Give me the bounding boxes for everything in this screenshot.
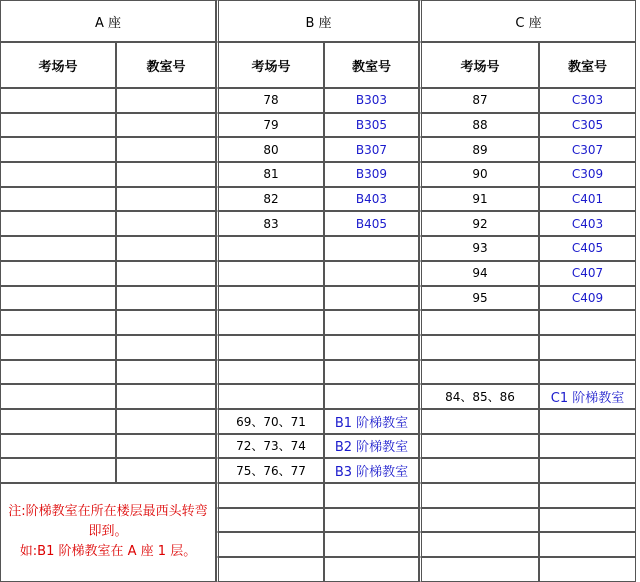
b-exam-cell: [216, 261, 324, 286]
b-exam-cell: 83: [216, 211, 324, 236]
c-room-cell: C303: [539, 88, 636, 113]
c-room-header: 教室号: [539, 42, 636, 88]
block-c-title: C 座: [419, 0, 636, 42]
b-exam-cell: [216, 236, 324, 261]
table-row: [0, 409, 636, 434]
c-room-cell: [539, 508, 636, 533]
b-room-cell: [324, 261, 419, 286]
a-room-cell: [116, 458, 216, 483]
c-exam-cell: [419, 409, 539, 434]
c-room-cell: [539, 409, 636, 434]
b-room-cell: [324, 532, 419, 557]
c-exam-cell: [419, 434, 539, 459]
c-exam-cell: 91: [419, 187, 539, 212]
b-exam-cell: 79: [216, 113, 324, 138]
c-exam-cell: 92: [419, 211, 539, 236]
table-row: [0, 434, 636, 459]
block-a-title: A 座: [0, 0, 216, 42]
b-exam-cell: 80: [216, 137, 324, 162]
b-room-cell: [324, 236, 419, 261]
table-row: [0, 458, 636, 483]
b-room-cell: B403: [324, 187, 419, 212]
b-exam-cell: 72、73、74: [216, 434, 324, 459]
c-room-cell: [539, 458, 636, 483]
a-room-cell: [116, 187, 216, 212]
a-exam-cell: [0, 236, 116, 261]
b-exam-cell: [216, 557, 324, 582]
table-row: [0, 384, 636, 409]
table-row: [0, 286, 636, 311]
a-exam-cell: [0, 409, 116, 434]
b-exam-cell: [216, 310, 324, 335]
a-room-cell: [116, 434, 216, 459]
b-room-cell: [324, 335, 419, 360]
a-room-cell: [116, 162, 216, 187]
a-exam-cell: [0, 286, 116, 311]
note-line-1: 注:阶梯教室在所在楼层最西头转弯即到。: [8, 504, 208, 540]
b-room-cell: B303: [324, 88, 419, 113]
note-line-2: 如:B1 阶梯教室在 A 座 1 层。: [19, 544, 197, 560]
c-room-cell: C1 阶梯教室: [539, 384, 636, 409]
b-room-cell: B2 阶梯教室: [324, 434, 419, 459]
a-exam-cell: [0, 384, 116, 409]
c-room-cell: C409: [539, 286, 636, 311]
b-room-cell: [324, 557, 419, 582]
b-room-cell: B1 阶梯教室: [324, 409, 419, 434]
c-room-cell: C307: [539, 137, 636, 162]
c-exam-cell: [419, 508, 539, 533]
c-room-cell: [539, 434, 636, 459]
table-row: [0, 211, 636, 236]
c-exam-cell: [419, 335, 539, 360]
b-exam-cell: 81: [216, 162, 324, 187]
a-room-cell: [116, 113, 216, 138]
a-exam-cell: [0, 88, 116, 113]
c-room-cell: [539, 483, 636, 508]
b-exam-cell: [216, 384, 324, 409]
a-exam-cell: [0, 211, 116, 236]
a-exam-cell: [0, 187, 116, 212]
b-exam-cell: [216, 360, 324, 385]
c-exam-cell: 84、85、86: [419, 384, 539, 409]
a-room-cell: [116, 360, 216, 385]
a-room-cell: [116, 88, 216, 113]
a-room-header: 教室号: [116, 42, 216, 88]
a-exam-cell: [0, 335, 116, 360]
column-header-row: [0, 42, 636, 88]
c-room-cell: [539, 310, 636, 335]
c-exam-cell: 88: [419, 113, 539, 138]
b-room-cell: B309: [324, 162, 419, 187]
b-room-cell: [324, 483, 419, 508]
b-room-cell: B405: [324, 211, 419, 236]
a-room-cell: [116, 335, 216, 360]
a-exam-cell: [0, 310, 116, 335]
b-room-cell: B305: [324, 113, 419, 138]
a-exam-cell: [0, 434, 116, 459]
a-exam-cell: [0, 113, 116, 138]
a-exam-cell: [0, 360, 116, 385]
c-exam-cell: 93: [419, 236, 539, 261]
b-exam-cell: 75、76、77: [216, 458, 324, 483]
table-row: [0, 236, 636, 261]
table-row: [0, 113, 636, 138]
b-exam-cell: [216, 508, 324, 533]
a-room-cell: [116, 211, 216, 236]
a-exam-cell: [0, 261, 116, 286]
b-exam-cell: 82: [216, 187, 324, 212]
a-exam-header: 考场号: [0, 42, 116, 88]
a-room-cell: [116, 236, 216, 261]
c-room-cell: C403: [539, 211, 636, 236]
table-row: [0, 88, 636, 113]
a-exam-cell: [0, 458, 116, 483]
c-exam-cell: [419, 557, 539, 582]
table-row: [0, 187, 636, 212]
b-room-cell: [324, 360, 419, 385]
table-row: [0, 335, 636, 360]
c-room-cell: C305: [539, 113, 636, 138]
a-room-cell: [116, 261, 216, 286]
c-exam-cell: 94: [419, 261, 539, 286]
c-exam-cell: [419, 458, 539, 483]
table-row: [0, 162, 636, 187]
c-room-cell: [539, 532, 636, 557]
c-exam-cell: 90: [419, 162, 539, 187]
b-exam-cell: 78: [216, 88, 324, 113]
c-exam-cell: 95: [419, 286, 539, 311]
b-exam-cell: 69、70、71: [216, 409, 324, 434]
table-row: [0, 360, 636, 385]
c-exam-cell: [419, 483, 539, 508]
a-room-cell: [116, 384, 216, 409]
b-room-header: 教室号: [324, 42, 419, 88]
b-exam-header: 考场号: [216, 42, 324, 88]
c-exam-cell: 89: [419, 137, 539, 162]
c-exam-cell: [419, 310, 539, 335]
b-room-cell: [324, 310, 419, 335]
b-room-cell: [324, 384, 419, 409]
c-room-cell: [539, 360, 636, 385]
a-exam-cell: [0, 162, 116, 187]
c-exam-cell: 87: [419, 88, 539, 113]
b-room-cell: B3 阶梯教室: [324, 458, 419, 483]
a-room-cell: [116, 286, 216, 311]
c-room-cell: C405: [539, 236, 636, 261]
b-exam-cell: [216, 286, 324, 311]
c-room-cell: [539, 335, 636, 360]
b-room-cell: [324, 508, 419, 533]
table-row: [0, 310, 636, 335]
b-exam-cell: [216, 335, 324, 360]
block-b-title: B 座: [216, 0, 419, 42]
table-row: [0, 483, 636, 508]
c-exam-cell: [419, 360, 539, 385]
c-room-cell: C401: [539, 187, 636, 212]
a-room-cell: [116, 310, 216, 335]
a-room-cell: [116, 409, 216, 434]
b-room-cell: B307: [324, 137, 419, 162]
b-exam-cell: [216, 483, 324, 508]
block-title-row: [0, 0, 636, 42]
c-room-cell: C407: [539, 261, 636, 286]
table-row: [0, 261, 636, 286]
c-exam-cell: [419, 532, 539, 557]
b-room-cell: [324, 286, 419, 311]
table-row: [0, 137, 636, 162]
note-cell: [0, 483, 216, 582]
a-room-cell: [116, 137, 216, 162]
c-room-cell: C309: [539, 162, 636, 187]
c-room-cell: [539, 557, 636, 582]
b-exam-cell: [216, 532, 324, 557]
a-exam-cell: [0, 137, 116, 162]
c-exam-header: 考场号: [419, 42, 539, 88]
